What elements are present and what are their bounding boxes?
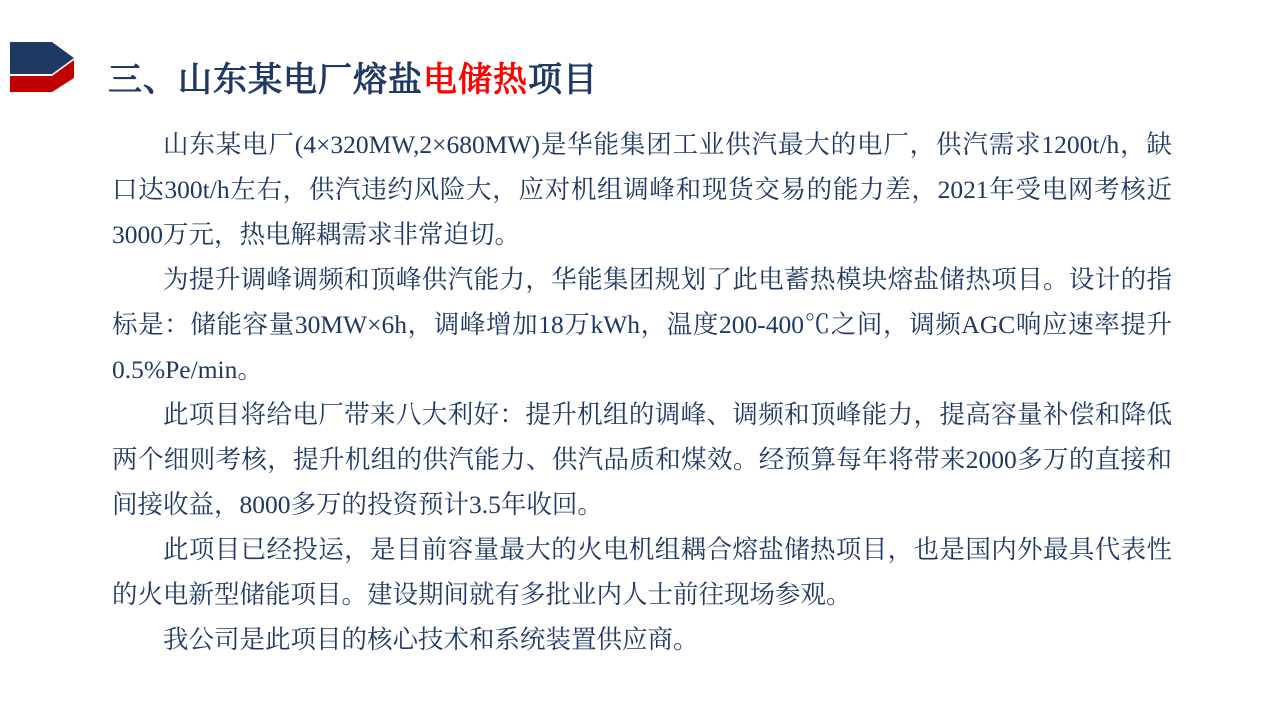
page-title-highlight: 电储热: [423, 62, 528, 99]
paragraph-2: 为提升调峰调频和顶峰供汽能力，华能集团规划了此电蓄热模块熔盐储热项目。设计的指标是：储能容量30MW×6h，调峰增加18万kWh，温度200-400℃之间，调频AGC响应速率提升0.5%Pe/min。: [112, 265, 1172, 384]
page-title: [108, 52, 598, 101]
paragraph-4: 此项目已经投运，是目前容量最大的火电机组耦合熔盐储热项目，也是国内外最具代表性的火电新型储能项目。建设期间就有多批业内人士前往现场参观。: [112, 535, 1172, 609]
paragraph-3: 此项目将给电厂带来八大利好：提升机组的调峰、调频和顶峰能力，提高容量补偿和降低两个细则考核，提升机组的供汽能力、供汽品质和煤效。经预算每年将带来2000多万的直接和间接收益，8000多万的投资预计3.5年收回。: [112, 400, 1172, 519]
body-text: [112, 122, 1172, 662]
page-title-prefix: 三、山东某电厂熔盐: [108, 62, 423, 99]
arrow-bullet-icon: [8, 40, 80, 94]
page-title-suffix: 项目: [528, 62, 598, 99]
paragraph-5: 我公司是此项目的核心技术和系统装置供应商。: [163, 625, 699, 654]
paragraph-1: 山东某电厂(4×320MW,2×680MW)是华能集团工业供汽最大的电厂，供汽需求1200t/h，缺口达300t/h左右，供汽违约风险大，应对机组调峰和现货交易的能力差，2021年受电网考核近3000万元，热电解耦需求非常迫切。: [112, 130, 1172, 249]
